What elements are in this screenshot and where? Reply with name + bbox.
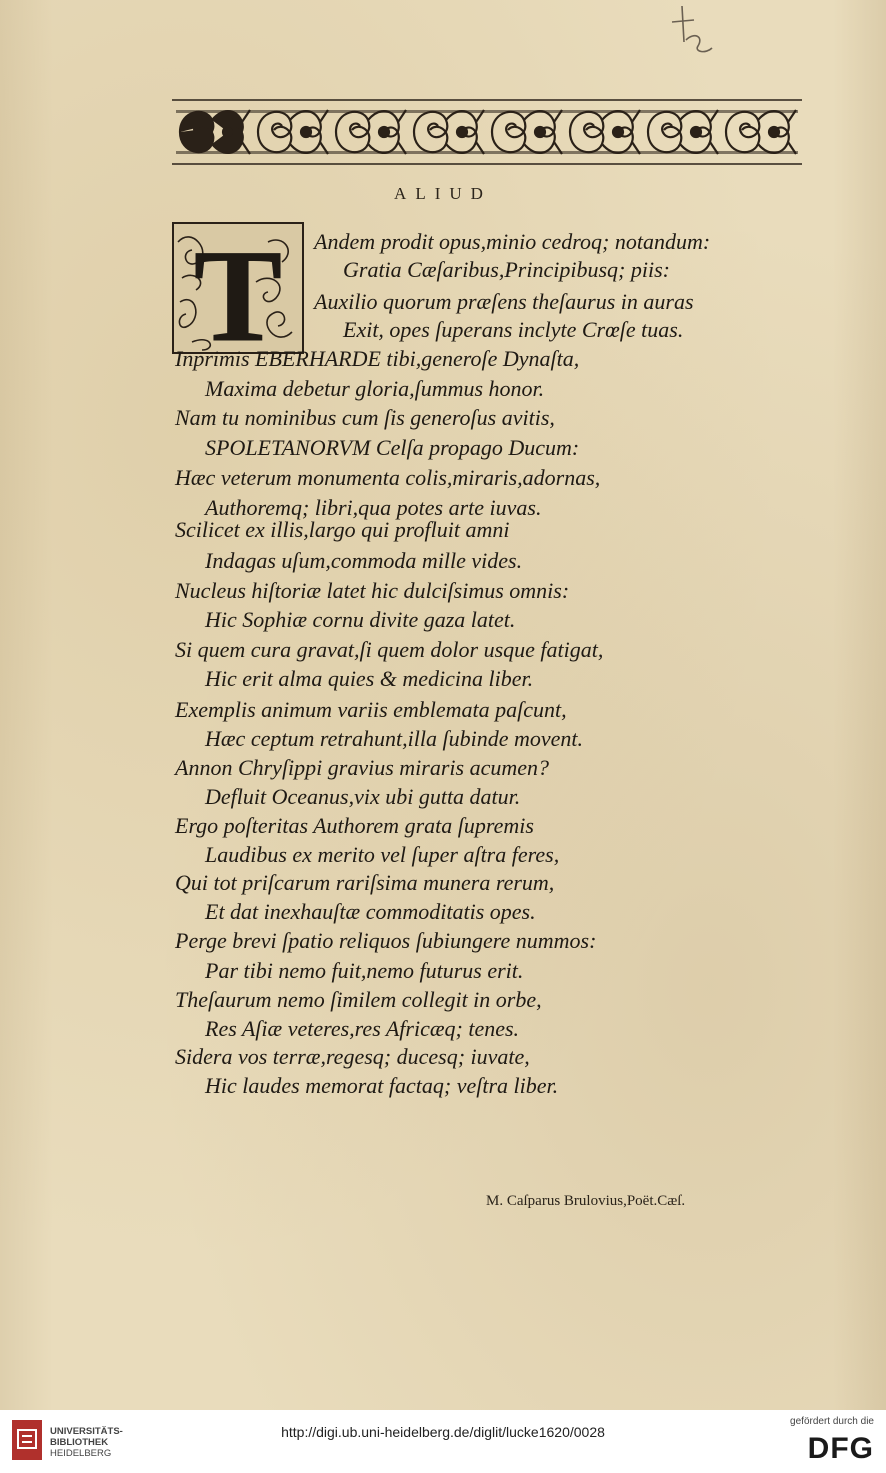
verse-line: Exemplis animum variis emblemata paſcunt,	[175, 697, 567, 722]
source-url-link[interactable]: http://digi.ub.uni-heidelberg.de/diglit/lucke1620/0028	[281, 1424, 605, 1440]
funded-by-label: gefördert durch die	[790, 1416, 874, 1427]
poem-heading: ALIUD	[394, 184, 492, 203]
verse-line: Auxilio quorum præſens theſaurus in auras	[314, 289, 694, 314]
verse-line: Nam tu nominibus cum ſis generoſus avitis,	[175, 405, 555, 430]
verse-line: Hic laudes memorat factaq; veſtra liber.	[205, 1073, 559, 1098]
library-footer	[0, 1410, 886, 1473]
verse-line: Si quem cura gravat,ſi quem dolor usque fatigat,	[175, 637, 604, 662]
verse-line: Defluit Oceanus,vix ubi gutta datur.	[205, 784, 521, 809]
library-name-line: HEIDELBERG	[50, 1448, 112, 1459]
verse-line: Theſaurum nemo ſimilem collegit in orbe,	[175, 987, 542, 1012]
verse-line: Indagas uſum,commoda mille vides.	[205, 548, 523, 573]
verse-line: Scilicet ex illis,largo qui profluit amni	[175, 517, 510, 542]
decorated-initial	[172, 222, 304, 354]
verse-line: Authoremq; libri,qua potes arte iuvas.	[205, 495, 542, 520]
verse-line: Qui tot priſcarum rariſsima munera rerum,	[175, 870, 555, 895]
author-signature: M. Caſparus Brulovius,Poët.Cæſ.	[486, 1193, 686, 1209]
verse-line: SPOLETANORVM Celſa propago Ducum:	[205, 435, 580, 460]
verse-line: Maxima debetur gloria,ſummus honor.	[205, 376, 545, 401]
verse-line: Nucleus hiſtoriæ latet hic dulciſsimus omnis:	[175, 578, 570, 603]
dfg-logo: DFG	[807, 1432, 874, 1465]
decorative-ornament-band	[172, 96, 802, 168]
verse-line: Par tibi nemo fuit,nemo futurus erit.	[205, 958, 524, 983]
library-name-line: UNIVERSITÄTS-	[50, 1426, 123, 1437]
verse-line: Andem prodit opus,minio cedroq; notandum:	[314, 229, 711, 254]
pencil-annotation	[668, 2, 728, 62]
verse-line: Perge brevi ſpatio reliquos ſubiungere nummos:	[175, 928, 597, 953]
verse-line: Inprimis EBERHARDE tibi,generoſe Dynaſta,	[175, 346, 580, 371]
verse-line: Laudibus ex merito vel ſuper aſtra feres,	[205, 842, 560, 867]
library-name-line: BIBLIOTHEK	[50, 1437, 109, 1448]
verse-line: Hæc ceptum retrahunt,illa ſubinde movent.	[205, 726, 584, 751]
verse-line: Et dat inexhauſtæ commoditatis opes.	[205, 899, 536, 924]
verse-line: Exit, opes ſuperans inclyte Crœſe tuas.	[343, 317, 684, 342]
verse-line: Gratia Cæſaribus,Principibusq; piis:	[343, 257, 670, 282]
verse-line: Hic erit alma quies & medicina liber.	[205, 666, 534, 691]
verse-line: Annon Chryſippi gravius miraris acumen?	[175, 755, 549, 780]
verse-line: Ergo poſteritas Authorem grata ſupremis	[175, 813, 534, 838]
verse-line: Hæc veterum monumenta colis,miraris,adornas,	[175, 465, 601, 490]
verse-line: Sidera vos terræ,regesq; ducesq; iuvate,	[175, 1044, 530, 1069]
verse-line: Res Aſiæ veteres,res Africæq; tenes.	[205, 1016, 520, 1041]
initial-letter: T	[193, 222, 283, 354]
verse-line: Hic Sophiæ cornu divite gaza latet.	[205, 607, 516, 632]
